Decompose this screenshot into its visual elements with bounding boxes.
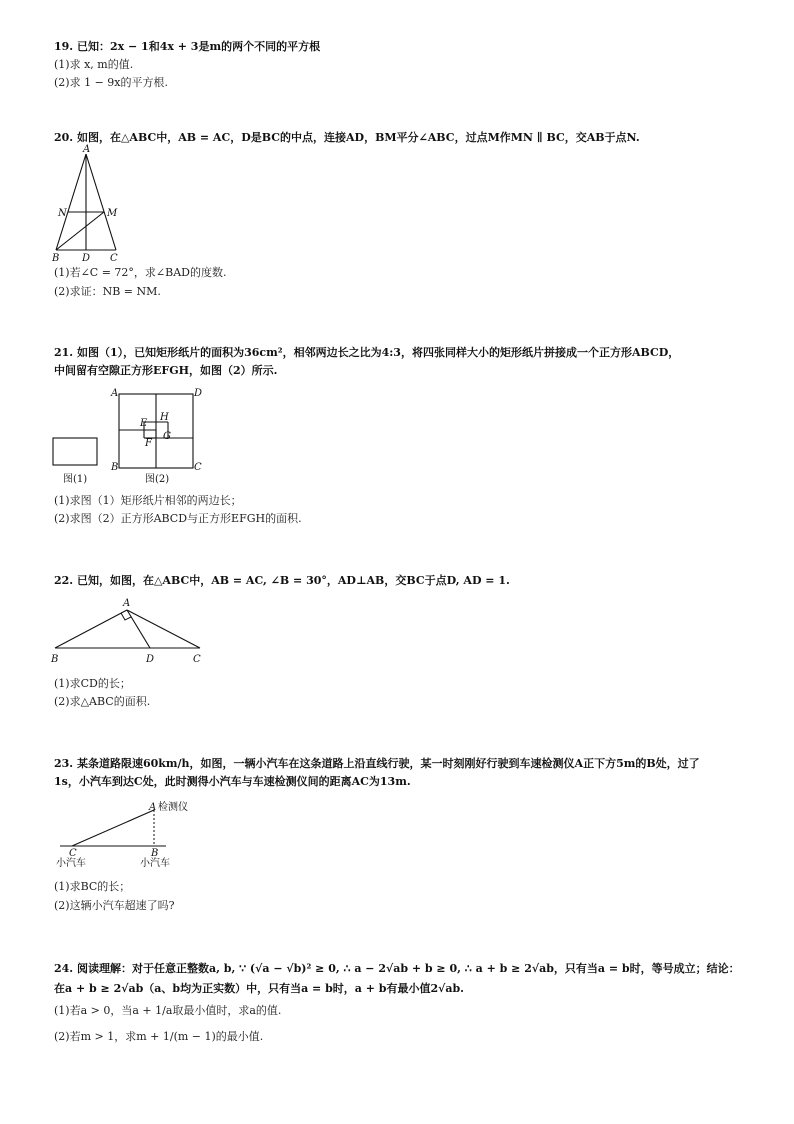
q21-label-f: F <box>145 438 152 449</box>
q19-stem: 19. 已知：2x − 1和4x + 3是m的两个不同的平方根 <box>54 40 321 53</box>
q20-label-c: C <box>110 253 118 264</box>
q22-part2: (2)求△ABC的面积. <box>54 695 151 708</box>
q23-label-c: C <box>69 848 77 859</box>
q21-label-d: D <box>194 388 203 399</box>
q20-label-a: A <box>83 144 91 155</box>
q23-label-a: A <box>149 802 157 813</box>
q23-part1: (1)求BC的长； <box>54 880 131 893</box>
q20-label-n: N <box>58 208 67 219</box>
q23-detector-label: 检测仪 <box>158 802 188 813</box>
q23-part2: (2)这辆小汽车超速了吗? <box>54 899 175 912</box>
q21-part2: (2)求图（2）正方形ABCD与正方形EFGH的面积. <box>54 512 302 525</box>
q21-label-h: H <box>160 412 169 423</box>
q21-part1: (1)求图（1）矩形纸片相邻的两边长； <box>54 494 242 507</box>
q20-stem: 20. 如图，在△ABC中，AB = AC，D是BC的中点，连接AD，BM平分∠ABC，过点M作MN ∥ BC，交AB于点N. <box>54 131 640 144</box>
q24-part1: (1)若a > 0，当a + 1/a取最小值时，求a的值. <box>54 1004 282 1017</box>
q21-figure-1-rectangle <box>52 436 112 486</box>
q21-label-e: E <box>140 418 148 429</box>
q23-stem-line2: 1s，小汽车到达C处，此时测得小汽车与车速检测仪间的距离AC为13m. <box>54 775 411 788</box>
q23-car-c-label: 小汽车 <box>56 858 86 869</box>
q21-label-c: C <box>194 462 202 473</box>
q20-triangle-figure <box>50 144 130 268</box>
q19-part2: (2)求 1 − 9x的平方根. <box>54 76 168 89</box>
q23-speed-detector-figure <box>50 798 230 878</box>
q20-part1: (1)若∠C = 72°，求∠BAD的度数. <box>54 266 227 279</box>
q20-part2: (2)求证：NB = NM. <box>54 285 161 298</box>
q19-part1: (1)求 x, m的值. <box>54 58 134 71</box>
q22-label-b: B <box>51 654 59 665</box>
q20-label-b: B <box>52 253 60 264</box>
q21-fig1-caption: 图(1) <box>63 474 88 485</box>
q20-label-d: D <box>82 253 91 264</box>
q23-label-b: B <box>151 848 159 859</box>
q22-part1: (1)求CD的长； <box>54 677 131 690</box>
q21-label-g: G <box>163 431 171 442</box>
q21-label-b: B <box>111 462 119 473</box>
q21-figure-2-square <box>110 386 220 486</box>
q24-stem-line1: 24. 阅读理解：对于任意正整数a, b, ∵ (√a − √b)² ≥ 0, ∴ a − 2√ab + b ≥ 0, ∴ a + b ≥ 2√ab，只有当a = b时，等号成立；结论： <box>54 962 740 975</box>
q23-stem-line1: 23. 某条道路限速60km/h，如图，一辆小汽车在这条道路上沿直线行驶，某一时刻刚好行驶到车速检测仪A正下方5m的B处，过了 <box>54 757 700 770</box>
q20-label-m: M <box>107 208 118 219</box>
q23-car-b-label: 小汽车 <box>140 858 170 869</box>
q21-stem-line1: 21. 如图（1），已知矩形纸片的面积为36cm²，相邻两边长之比为4:3，将四张同样大小的矩形纸片拼接成一个正方形ABCD， <box>54 346 680 359</box>
q21-stem-line2: 中间留有空隙正方形EFGH，如图（2）所示. <box>54 364 278 377</box>
q21-fig2-caption: 图(2) <box>145 474 170 485</box>
q22-label-c: C <box>193 654 201 665</box>
q21-label-a: A <box>111 388 119 399</box>
q24-stem-line2: 在a + b ≥ 2√ab（a、b均为正实数）中，只有当a = b时，a + b有最小值2√ab. <box>54 982 465 995</box>
q22-label-d: D <box>146 654 155 665</box>
q22-label-a: A <box>123 598 131 609</box>
q22-stem: 22. 已知，如图，在△ABC中，AB = AC, ∠B = 30°，AD⊥AB，交BC于点D, AD = 1. <box>54 574 510 587</box>
q24-part2: (2)若m > 1，求m + 1/(m − 1)的最小值. <box>54 1030 264 1043</box>
q22-triangle-figure <box>50 596 210 666</box>
